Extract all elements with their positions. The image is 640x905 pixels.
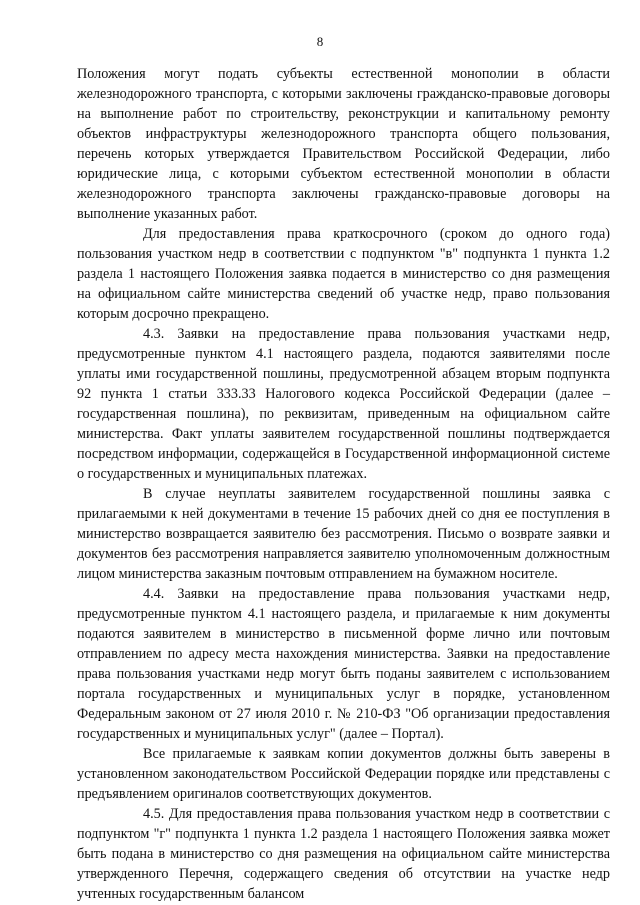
paragraph-4-5: 4.5. Для предоставления права пользования участком недр в соответствии с подпунктом "г" подпункта 1 пункта 1.2 раздела 1 настоящего Положения заявка может быть подана в министерство со дня размещения на официальном сайте министерства утвержденного Перечня, содержащего сведения об отсутствии на участке недр учтенных государственным балансом <box>77 806 610 902</box>
document-body <box>77 64 610 904</box>
paragraph-4-4: 4.4. Заявки на предоставление права пользования участками недр, предусмотренные пунктом 4.1 настоящего раздела, и прилагаемые к ним документы подаются заявителем в министерство в письменной форме лично или почтовым отправлением по адресу места нахождения министерства. Заявки на предоставление права пользования участками недр могут быть поданы заявителем с использованием портала государственных и муниципальных услуг в порядке, установленном Федеральным законом от 27 июля 2010 г. № 210-ФЗ "Об организации предоставления государственных и муниципальных услуг" (далее – Портал). <box>77 586 610 742</box>
paragraph-short-term-use: Для предоставления права краткосрочного (сроком до одного года) пользования участком недр в соответствии с подпунктом "в" подпункта 1 пункта 1.2 раздела 1 настоящего Положения заявка подается в министерство со дня размещения на официальном сайте министерства сведений об участке недр, право пользования которым досрочно прекращено. <box>77 226 610 322</box>
page-number: 8 <box>316 34 324 49</box>
paragraph-certified-copies: Все прилагаемые к заявкам копии документов должны быть заверены в установленном законодательством Российской Федерации порядке или представлены с предъявлением оригиналов соответствующих документов. <box>77 746 610 802</box>
paragraph-non-payment: В случае неуплаты заявителем государственной пошлины заявка с прилагаемыми к ней документами в течение 15 рабочих дней со дня ее поступления в министерство возвращается заявителю без рассмотрения. Письмо о возврате заявки и документов без рассмотрения направляется заявителю уполномоченным должностным лицом министерства заказным почтовым отправлением на бумажном носителе. <box>77 486 610 582</box>
paragraph-continuation: Положения могут подать субъекты естественной монополии в области железнодорожного транспорта, с которыми заключены гражданско-правовые договоры на выполнение работ по строительству, реконструкции и капитальному ремонту объектов инфраструктуры железнодорожного транспорта общего пользования, перечень которых утверждается Правительством Российской Федерации, либо юридические лица, с которыми субъектом естественной монополии в области железнодорожного транспорта заключены гражданско-правовые договоры на выполнение указанных работ. <box>77 66 610 222</box>
paragraph-4-3: 4.3. Заявки на предоставление права пользования участками недр, предусмотренные пунктом 4.1 настоящего раздела, подаются заявителями после уплаты ими государственной пошлины, предусмотренной абзацем вторым подпункта 92 пункта 1 статьи 333.33 Налогового кодекса Российской Федерации (далее – государственная пошлина), по реквизитам, приведенным на официальном сайте министерства. Факт уплаты заявителем государственной пошлины подтверждается посредством информации, содержащейся в Государственной информационной системе о государственных и муниципальных платежах. <box>77 326 610 482</box>
